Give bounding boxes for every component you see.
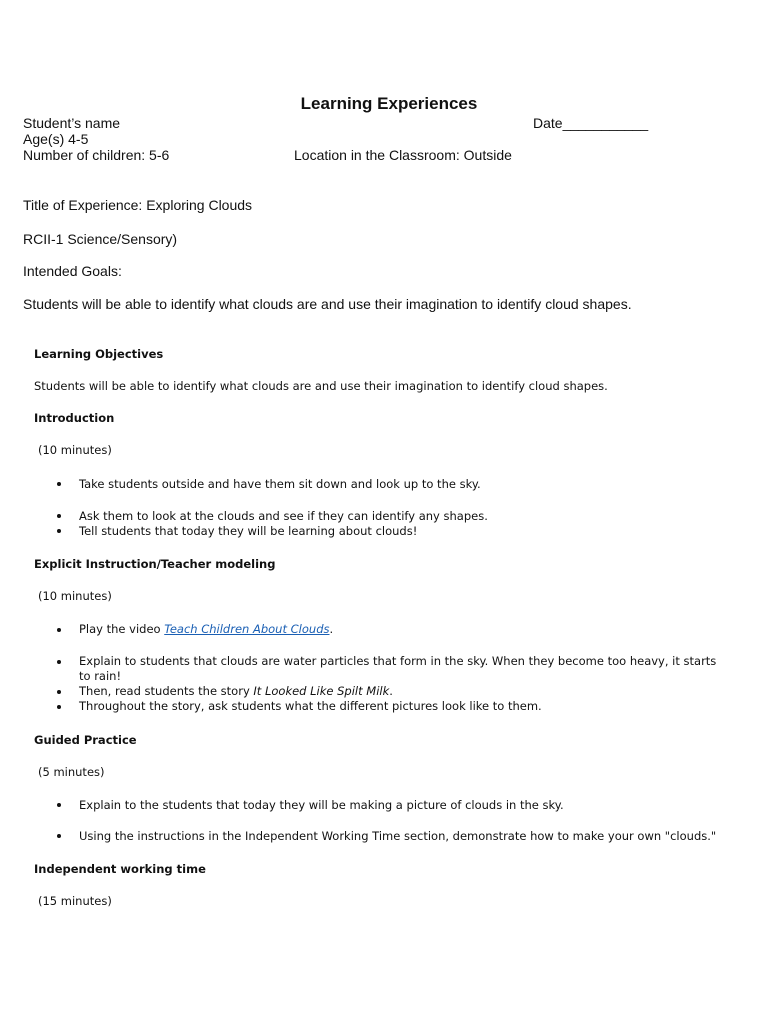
book-title: It Looked Like Spilt Milk bbox=[253, 684, 390, 698]
list-item-text: Play the video bbox=[79, 622, 165, 636]
experience-code: RCII-1 Science/Sensory) bbox=[23, 231, 178, 247]
list-item-text: . bbox=[329, 622, 334, 636]
location-line: Location in the Classroom: Outside bbox=[294, 147, 512, 163]
learning-objectives-heading: Learning Objectives bbox=[34, 347, 164, 361]
bullet-icon bbox=[57, 529, 61, 533]
list-item bbox=[79, 684, 393, 698]
explicit-instruction-duration: (10 minutes) bbox=[38, 589, 112, 603]
introduction-duration: (10 minutes) bbox=[38, 443, 112, 457]
bullet-icon bbox=[57, 482, 61, 486]
bullet-icon bbox=[57, 628, 61, 632]
num-children-line: Number of children: 5-6 bbox=[23, 147, 170, 163]
list-item: Throughout the story, ask students what the different pictures look like to them. bbox=[79, 699, 542, 713]
bullet-icon bbox=[57, 690, 61, 694]
video-link[interactable]: Teach Children About Clouds bbox=[164, 622, 330, 636]
independent-working-duration: (15 minutes) bbox=[38, 894, 112, 908]
bullet-icon bbox=[57, 834, 61, 838]
learning-objectives-text: Students will be able to identify what clouds are and use their imagination to identify cloud shapes. bbox=[34, 379, 608, 393]
bullet-icon bbox=[57, 803, 61, 807]
bullet-icon bbox=[57, 705, 61, 709]
intended-goals-text: Students will be able to identify what clouds are and use their imagination to identify cloud shapes. bbox=[23, 296, 632, 312]
guided-practice-heading: Guided Practice bbox=[34, 733, 137, 747]
bullet-icon bbox=[57, 514, 61, 518]
list-item: Explain to students that clouds are water particles that form in the sky. When they become too heavy, it starts bbox=[79, 654, 717, 668]
list-item: Take students outside and have them sit down and look up to the sky. bbox=[79, 477, 481, 491]
date-label: Date___________ bbox=[533, 115, 649, 131]
list-item: Using the instructions in the Independent Working Time section, demonstrate how to make your own "clouds." bbox=[79, 829, 717, 843]
bullet-icon bbox=[57, 660, 61, 664]
list-item: Tell students that today they will be learning about clouds! bbox=[79, 524, 418, 538]
student-name-label: Student’s name bbox=[23, 115, 121, 131]
guided-practice-duration: (5 minutes) bbox=[38, 765, 105, 779]
ages-line: Age(s) 4-5 bbox=[23, 131, 89, 147]
list-item: Ask them to look at the clouds and see if they can identify any shapes. bbox=[79, 509, 488, 523]
introduction-heading: Introduction bbox=[34, 411, 115, 425]
intended-goals-label: Intended Goals: bbox=[23, 263, 122, 279]
explicit-instruction-heading: Explicit Instruction/Teacher modeling bbox=[34, 557, 276, 571]
page-title: Learning Experiences bbox=[300, 94, 478, 113]
list-item-text: Then, read students the story bbox=[79, 684, 254, 698]
list-item-continuation: to rain! bbox=[79, 669, 122, 683]
list-item: Explain to the students that today they will be making a picture of clouds in the sky. bbox=[79, 798, 564, 812]
experience-title: Title of Experience: Exploring Clouds bbox=[23, 197, 253, 213]
independent-working-heading: Independent working time bbox=[34, 862, 206, 876]
list-item-text: . bbox=[389, 684, 393, 698]
list-item bbox=[79, 622, 333, 636]
